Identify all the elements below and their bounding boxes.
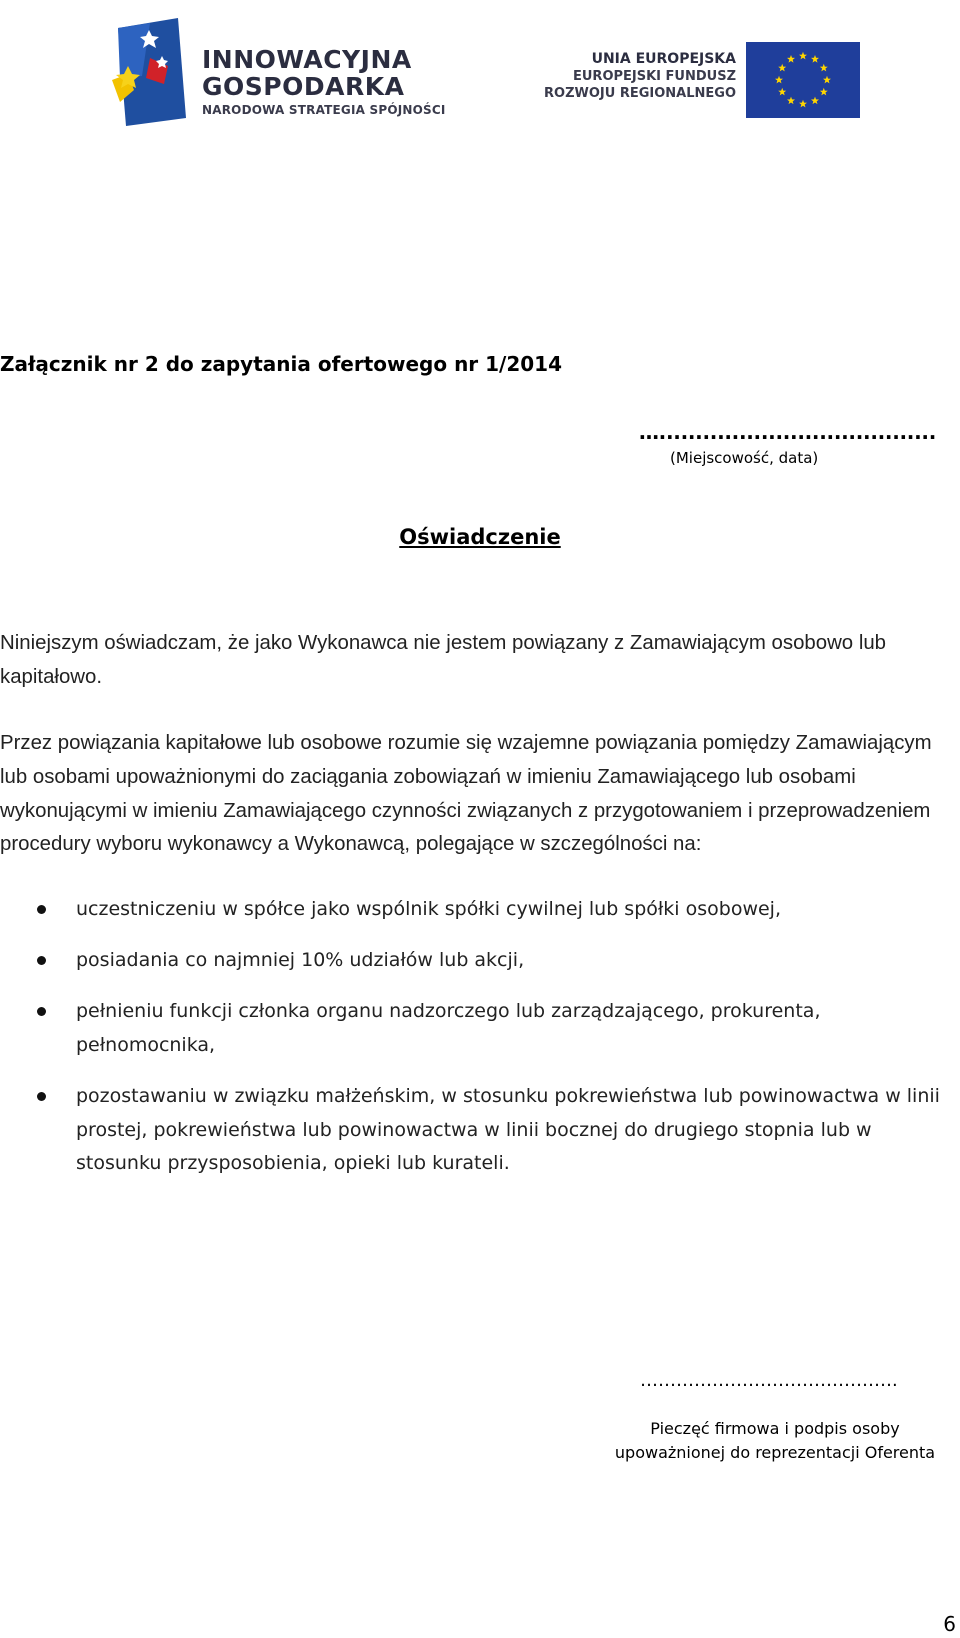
statement-paragraph: Niniejszym oświadczam, że jako Wykonawca nie jestem powiązany z Zamawiającym osobowo lub kapitałowo. [0, 632, 887, 688]
page-number: 6 [943, 1612, 956, 1636]
place-date-field: …...................................... [638, 420, 936, 444]
bullet-icon [37, 1007, 46, 1016]
bullet-icon [37, 956, 46, 965]
list-item [0, 944, 955, 978]
bullet-icon [37, 1092, 46, 1101]
signature-field: ……………………………………. [640, 1370, 898, 1391]
logo-title-line1: INNOWACYJNA [202, 45, 412, 74]
list-item [0, 893, 955, 927]
innowacyjna-gospodarka-logo [112, 18, 446, 128]
list-item-text: uczestniczeniu w spółce jako wspólnik spółki cywilnej lub spółki osobowej, [76, 898, 781, 920]
eu-fund-logo [536, 42, 866, 122]
signature-label-line1: Pieczęć firmowa i podpis osoby [650, 1419, 900, 1438]
list-item [0, 1080, 955, 1181]
attachment-title: Załącznik nr 2 do zapytania ofertowego nr 1/2014 [0, 352, 563, 376]
eu-logo-line3: ROZWOJU REGIONALNEGO [544, 86, 736, 101]
list-item-text: pełnieniu funkcji członka organu nadzorczego lub zarządzającego, prokurenta, pełnomocnika, [76, 1000, 821, 1056]
list-item-text: pozostawaniu w związku małżeńskim, w stosunku pokrewieństwa lub powinowactwa w linii prostej, pokrewieństwa lub powinowactwa w linii bocznej do drugiego stopnia lub w stosunku przysposobienia, opieki lub kurateli. [76, 1085, 940, 1174]
relationship-list [0, 893, 955, 1181]
eu-logo-line1: UNIA EUROPEJSKA [591, 51, 736, 67]
logo-subtitle: NARODOWA STRATEGIA SPÓJNOŚCI [202, 103, 446, 117]
definition-paragraph: Przez powiązania kapitałowe lub osobowe rozumie się wzajemne powiązania pomiędzy Zamawiającym lub osobami upoważnionymi do zaciągania zobowiązań w imieniu Zamawiającego lub osobami wykonującymi w imieniu Zamawiającego czynności związanych z przygotowaniem i przeprowadzeniem procedury wyboru wykonawcy a Wykonawcą, polegające w szczególności na: [0, 732, 932, 856]
document-heading: Oświadczenie [399, 525, 561, 549]
bullet-icon [37, 905, 46, 914]
list-item [0, 995, 955, 1062]
place-date-label: (Miejscowość, data) [670, 449, 819, 467]
logo-title-line2: GOSPODARKA [202, 72, 405, 101]
signature-label-line2: upoważnionej do reprezentacji Oferenta [614, 1443, 936, 1462]
signature-label [610, 1417, 940, 1465]
list-item-text: posiadania co najmniej 10% udziałów lub akcji, [76, 948, 525, 971]
eu-flag-icon [746, 42, 860, 118]
eu-logo-line2: EUROPEJSKI FUNDUSZ [573, 69, 736, 84]
innowacyjna-gospodarka-mark-icon [112, 18, 192, 128]
